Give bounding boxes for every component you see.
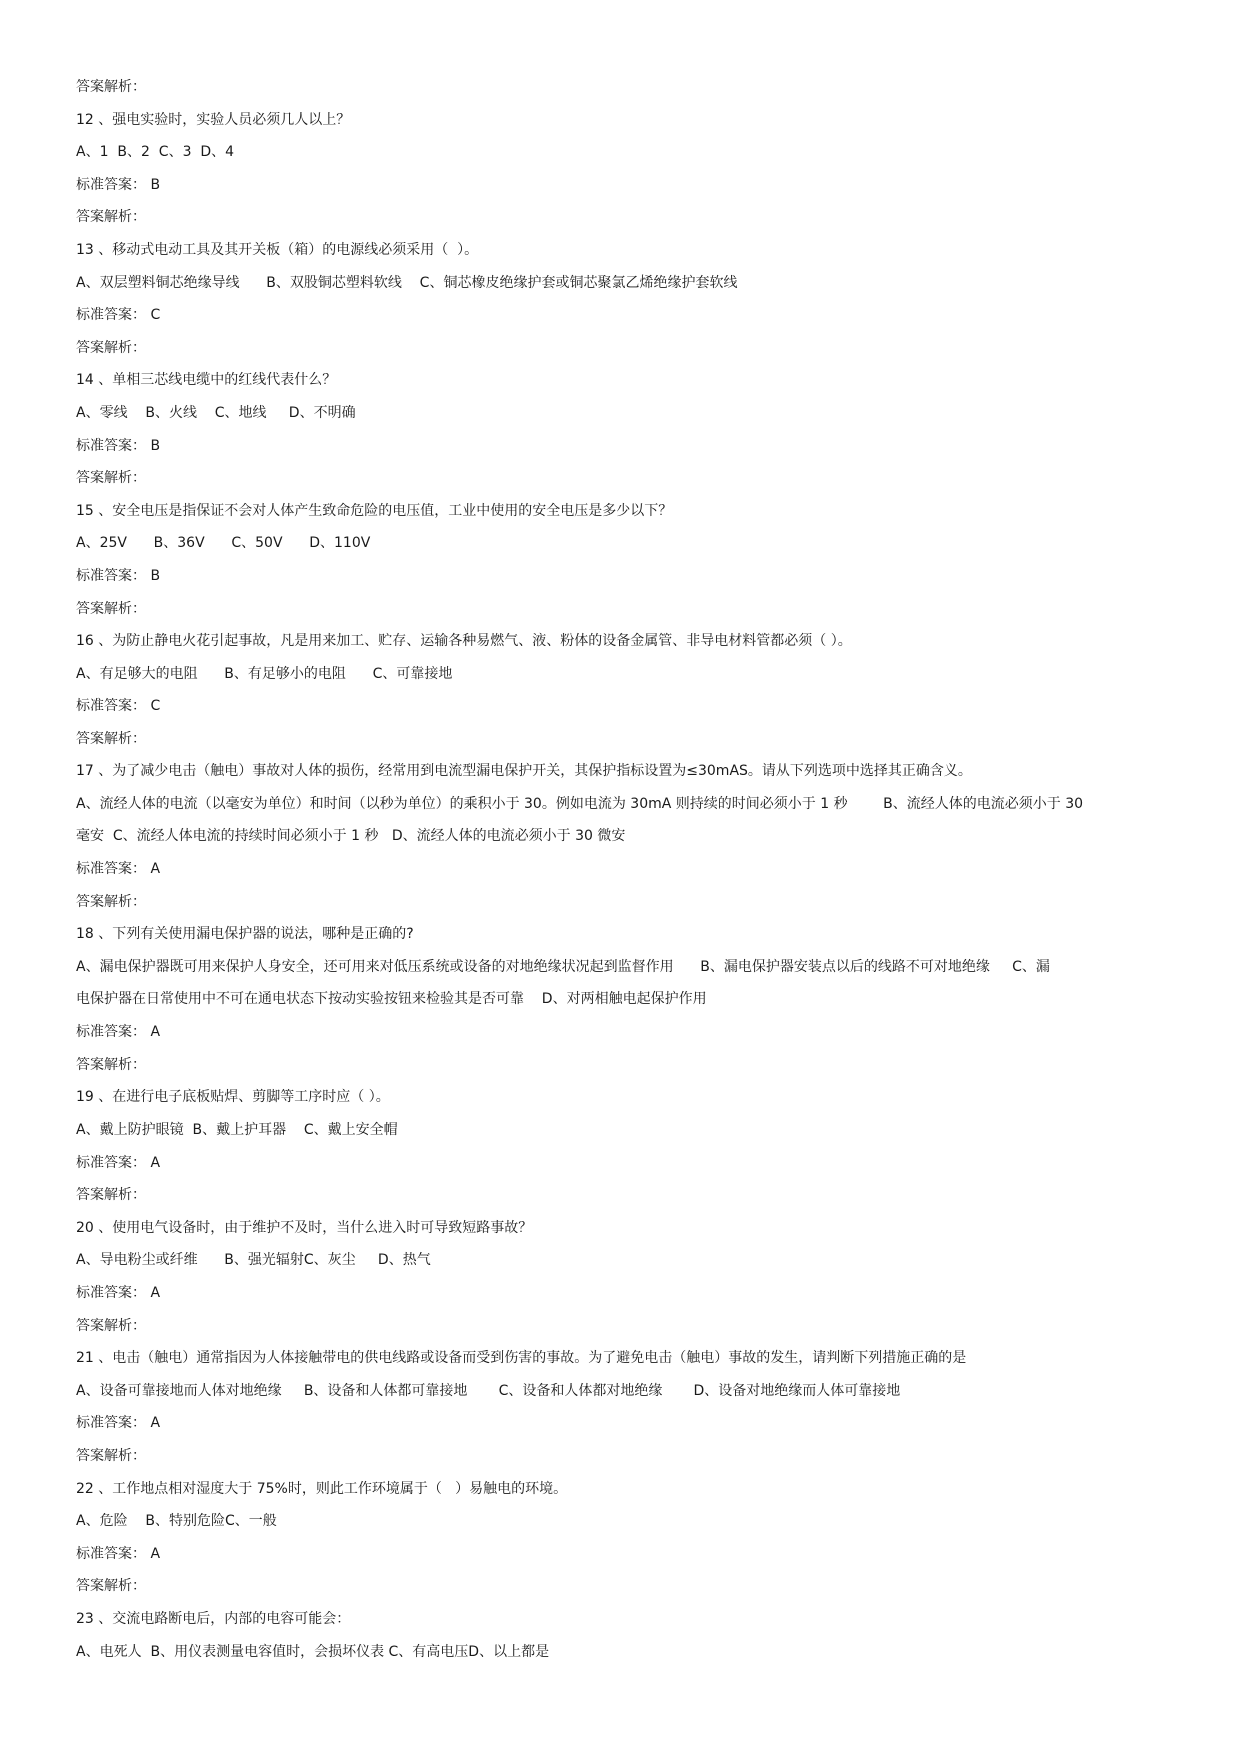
standard-answer: 标准答案： B [76, 567, 161, 584]
question: 15 、安全电压是指保证不会对人体产生致命危险的电压值，工业中使用的安全电压是多少以下？ [76, 502, 673, 519]
options: A、零线 B、火线 C、地线 D、不明确 [76, 404, 356, 421]
document-page [76, 78, 1176, 1675]
question: 23 、交流电路断电后，内部的电容可能会： [76, 1610, 351, 1627]
question: 13 、移动式电动工具及其开关板（箱）的电源线必须采用（ ）。 [76, 241, 479, 258]
answer-analysis: 答案解析： [76, 1317, 146, 1334]
question: 20 、使用电气设备时，由于维护不及时，当什么进入时可导致短路事故？ [76, 1219, 533, 1236]
answer-analysis: 答案解析： [76, 470, 146, 487]
options: A、导电粉尘或纤维 B、强光辐射C、灰尘 D、热气 [76, 1252, 431, 1269]
options: A、设备可靠接地而人体对地绝缘 B、设备和人体都可靠接地 C、设备和人体都对地绝缘 D、设备对地绝缘而人体可靠接地 [76, 1382, 901, 1399]
standard-answer: 标准答案： C [76, 698, 161, 715]
standard-answer: 标准答案： A [76, 1545, 161, 1562]
answer-analysis: 答案解析： [76, 339, 146, 356]
options: A、流经人体的电流（以毫安为单位）和时间（以秒为单位）的乘积小于 30。例如电流为 30mA 则持续的时间必须小于 1 秒 B、流经人体的电流必须小于 30 毫安 C、流经人体电流的持续时间必须小于 1 秒 D、流经人体的电流必须小于 30 微安 [76, 795, 1084, 845]
standard-answer: 标准答案： C [76, 307, 161, 324]
answer-analysis: 答案解析： [76, 600, 146, 617]
standard-answer: 标准答案： A [76, 1154, 161, 1171]
options: A、双层塑料铜芯绝缘导线 B、双股铜芯塑料软线 C、铜芯橡皮绝缘护套或铜芯聚氯乙烯绝缘护套软线 [76, 274, 738, 291]
question: 12 、强电实验时，实验人员必须几人以上？ [76, 111, 351, 128]
standard-answer: 标准答案： A [76, 1415, 161, 1432]
question: 22 、工作地点相对湿度大于 75%时，则此工作环境属于（ ）易触电的环境。 [76, 1480, 568, 1497]
question: 19 、在进行电子底板贴焊、剪脚等工序时应（ ）。 [76, 1089, 390, 1106]
question: 17 、为了减少电击（触电）事故对人体的损伤，经常用到电流型漏电保护开关，其保护指标设置为≤30mAS。请从下列选项中选择其正确含义。 [76, 763, 972, 780]
answer-analysis: 答案解析： [76, 893, 146, 910]
options: A、电死人 B、用仪表测量电容值时，会损坏仪表 C、有高电压D、以上都是 [76, 1643, 550, 1660]
options: A、1 B、2 C、3 D、4 [76, 144, 235, 161]
answer-analysis: 答案解析： [76, 1187, 146, 1204]
options: A、25V B、36V C、50V D、110V [76, 535, 371, 552]
answer-analysis: 答案解析： [76, 1447, 146, 1464]
standard-answer: 标准答案： A [76, 861, 161, 878]
standard-answer: 标准答案： B [76, 176, 161, 193]
standard-answer: 标准答案： A [76, 1284, 161, 1301]
standard-answer: 标准答案： A [76, 1024, 161, 1041]
question: 21 、电击（触电）通常指因为人体接触带电的供电线路或设备而受到伤害的事故。为了避免电击（触电）事故的发生，请判断下列措施正确的是 [76, 1350, 967, 1367]
options: A、戴上防护眼镜 B、戴上护耳器 C、戴上安全帽 [76, 1122, 398, 1138]
answer-analysis: 答案解析： [76, 1578, 146, 1595]
standard-answer: 标准答案： B [76, 437, 161, 454]
answer-analysis: 答案解析： [76, 730, 146, 747]
options: A、漏电保护器既可用来保护人身安全，还可用来对低压系统或设备的对地绝缘状况起到监督作用 B、漏电保护器安装点以后的线路不可对地绝缘 C、漏 电保护器在日常使用中不可在通电状态下按动实验按钮来检验其是否可靠 D、对两相触电起保护作用 [76, 958, 1050, 1008]
answer-analysis: 答案解析： [76, 1056, 146, 1073]
question: 14 、单相三芯线电缆中的红线代表什么？ [76, 372, 337, 389]
answer-analysis: 答案解析： [76, 79, 146, 95]
answer-analysis: 答案解析： [76, 209, 146, 226]
question: 18 、下列有关使用漏电保护器的说法，哪种是正确的? [76, 926, 414, 943]
options: A、危险 B、特别危险C、一般 [76, 1513, 277, 1530]
question: 16 、为防止静电火花引起事故，凡是用来加工、贮存、运输各种易燃气、液、粉体的设备金属管、非导电材料管都必须（ ）。 [76, 633, 852, 650]
options: A、有足够大的电阻 B、有足够小的电阻 C、可靠接地 [76, 665, 453, 682]
